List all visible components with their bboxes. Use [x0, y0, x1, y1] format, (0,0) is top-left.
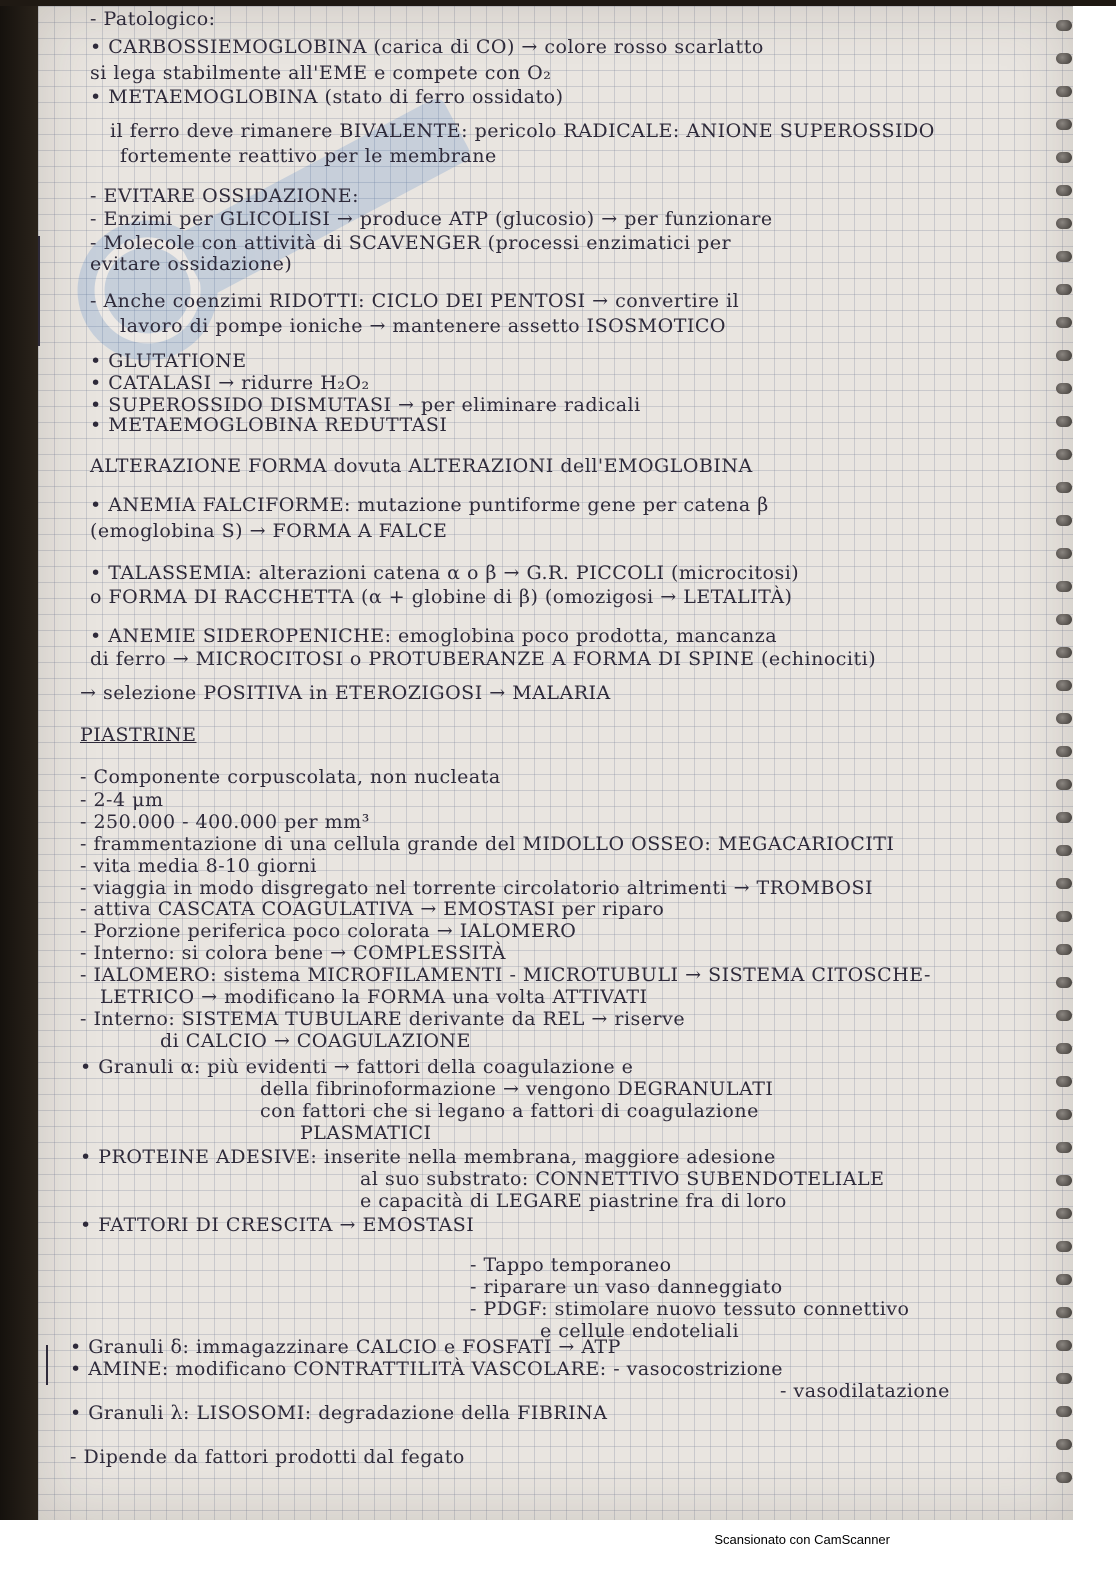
- spiral-ring: [1056, 284, 1072, 295]
- note-line: ALTERAZIONE FORMA dovuta ALTERAZIONI dell'EMOGLOBINA: [90, 455, 753, 477]
- note-line: - IALOMERO: sistema MICROFILAMENTI - MICROTUBULI → SISTEMA CITOSCHE-: [80, 964, 931, 986]
- spiral-ring: [1056, 680, 1072, 691]
- spiral-ring: [1056, 1175, 1072, 1186]
- spiral-ring: [1056, 779, 1072, 790]
- spiral-ring: [1056, 581, 1072, 592]
- note-line: • FATTORI DI CRESCITA → EMOSTASI: [80, 1214, 475, 1236]
- spiral-ring: [1056, 1043, 1072, 1054]
- spiral-ring: [1056, 614, 1072, 625]
- spiral-ring: [1056, 548, 1072, 559]
- spiral-ring: [1056, 152, 1072, 163]
- spiral-ring: [1056, 845, 1072, 856]
- note-line: • PROTEINE ADESIVE: inserite nella membrana, maggiore adesione: [80, 1146, 776, 1168]
- note-line: - Interno: SISTEMA TUBULARE derivante da REL → riserve: [80, 1008, 686, 1030]
- note-line: o FORMA DI RACCHETTA (α + globine di β) (omozigosi → LETALITÀ): [90, 586, 793, 608]
- note-line: con fattori che si legano a fattori di coagulazione: [260, 1100, 759, 1122]
- spiral-ring: [1056, 1307, 1072, 1318]
- spiral-ring: [1056, 1076, 1072, 1087]
- spiral-ring: [1056, 1142, 1072, 1153]
- note-line: - viaggia in modo disgregato nel torrente circolatorio altrimenti → TROMBOSI: [80, 877, 873, 899]
- spiral-ring: [1056, 1010, 1072, 1021]
- spiral-ring: [1056, 812, 1072, 823]
- margin-bracket: [38, 236, 40, 346]
- spiral-ring: [1056, 1109, 1072, 1120]
- spiral-ring: [1056, 977, 1072, 988]
- spiral-ring: [1056, 878, 1072, 889]
- note-line: - Dipende da fattori prodotti dal fegato: [70, 1446, 465, 1468]
- note-line: • Granuli α: più evidenti → fattori della coagulazione e: [80, 1056, 634, 1078]
- note-line: e cellule endoteliali: [540, 1320, 740, 1342]
- note-line: - vasodilatazione: [780, 1380, 950, 1402]
- note-line: → selezione POSITIVA in ETEROZIGOSI → MALARIA: [80, 682, 611, 704]
- note-line: • METAEMOGLOBINA (stato di ferro ossidato): [90, 86, 564, 108]
- spiral-ring: [1056, 1472, 1072, 1483]
- handwritten-notes: [60, 0, 1050, 1510]
- note-line: • ANEMIE SIDEROPENICHE: emoglobina poco prodotta, mancanza: [90, 625, 778, 647]
- spiral-ring: [1056, 218, 1072, 229]
- note-line: - attiva CASCATA COAGULATIVA → EMOSTASI per riparo: [80, 898, 665, 920]
- spiral-ring: [1056, 1208, 1072, 1219]
- note-line: LETRICO → modificano la FORMA una volta ATTIVATI: [100, 986, 648, 1008]
- spiral-ring: [1056, 1274, 1072, 1285]
- note-line: - EVITARE OSSIDAZIONE:: [90, 185, 360, 207]
- note-line: - frammentazione di una cellula grande del MIDOLLO OSSEO: MEGACARIOCITI: [80, 833, 895, 855]
- spiral-ring: [1056, 1439, 1072, 1450]
- note-line: e capacità di LEGARE piastrine fra di loro: [360, 1190, 787, 1212]
- spiral-ring: [1056, 53, 1072, 64]
- spiral-ring: [1056, 515, 1072, 526]
- notebook-spiral: [1052, 20, 1082, 1510]
- spiral-ring: [1056, 1406, 1072, 1417]
- note-line: • CATALASI → ridurre H₂O₂: [90, 372, 370, 394]
- note-line: - PDGF: stimolare nuovo tessuto connettivo: [470, 1298, 910, 1320]
- note-line: lavoro di pompe ioniche → mantenere assetto ISOSMOTICO: [120, 315, 726, 337]
- note-line: - 250.000 - 400.000 per mm³: [80, 811, 370, 833]
- note-line: • GLUTATIONE: [90, 350, 247, 372]
- spiral-ring: [1056, 383, 1072, 394]
- note-line: - Molecole con attività di SCAVENGER (processi enzimatici per: [90, 232, 732, 254]
- note-line: • CARBOSSIEMOGLOBINA (carica di CO) → colore rosso scarlatto: [90, 36, 764, 58]
- note-line: • ANEMIA FALCIFORME: mutazione puntiforme gene per catena β: [90, 494, 769, 516]
- note-line: - 2-4 μm: [80, 789, 164, 811]
- note-line: • SUPEROSSIDO DISMUTASI → per eliminare radicali: [90, 394, 641, 416]
- note-line: • TALASSEMIA: alterazioni catena α o β → G.R. PICCOLI (microcitosi): [90, 562, 800, 584]
- scan-margin-bottom: [0, 1520, 1116, 1579]
- section-title-piastrine: PIASTRINE: [80, 724, 197, 746]
- note-line: - Patologico:: [90, 8, 216, 30]
- spiral-ring: [1056, 449, 1072, 460]
- spiral-ring: [1056, 1241, 1072, 1252]
- note-line: - Interno: si colora bene → COMPLESSITÀ: [80, 942, 506, 964]
- dark-background-left: [0, 0, 38, 1579]
- note-line: PLASMATICI: [300, 1122, 432, 1144]
- spiral-ring: [1056, 20, 1072, 31]
- note-line: al suo substrato: CONNETTIVO SUBENDOTELIALE: [360, 1168, 885, 1190]
- note-line: - Porzione periferica poco colorata → IALOMERO: [80, 920, 577, 942]
- note-line: si lega stabilmente all'EME e compete con O₂: [90, 62, 552, 84]
- note-line: di ferro → MICROCITOSI o PROTUBERANZE A FORMA DI SPINE (echinociti): [90, 648, 877, 670]
- note-line: fortemente reattivo per le membrane: [120, 145, 497, 167]
- spiral-ring: [1056, 1340, 1072, 1351]
- note-line: - riparare un vaso danneggiato: [470, 1276, 783, 1298]
- note-line: • Granuli δ: immagazzinare CALCIO e FOSFATI → ATP: [70, 1336, 621, 1358]
- spiral-ring: [1056, 119, 1072, 130]
- note-line: - Enzimi per GLICOLISI → produce ATP (glucosio) → per funzionare: [90, 208, 773, 230]
- spiral-ring: [1056, 185, 1072, 196]
- spiral-ring: [1056, 944, 1072, 955]
- note-line: • AMINE: modificano CONTRATTILITÀ VASCOLARE: - vasocostrizione: [70, 1358, 784, 1380]
- note-line: - Anche coenzimi RIDOTTI: CICLO DEI PENTOSI → convertire il: [90, 290, 740, 312]
- note-line: • METAEMOGLOBINA REDUTTASI: [90, 414, 448, 436]
- spiral-ring: [1056, 647, 1072, 658]
- spiral-ring: [1056, 251, 1072, 262]
- spiral-ring: [1056, 317, 1072, 328]
- note-line: - Tappo temporaneo: [470, 1254, 672, 1276]
- note-line: il ferro deve rimanere BIVALENTE: pericolo RADICALE: ANIONE SUPEROSSIDO: [110, 120, 935, 142]
- note-line: evitare ossidazione): [90, 253, 293, 275]
- spiral-ring: [1056, 1373, 1072, 1384]
- spiral-ring: [1056, 350, 1072, 361]
- note-line: (emoglobina S) → FORMA A FALCE: [90, 520, 448, 542]
- spiral-ring: [1056, 713, 1072, 724]
- note-line: - Componente corpuscolata, non nucleata: [80, 766, 501, 788]
- spiral-ring: [1056, 911, 1072, 922]
- spiral-ring: [1056, 482, 1072, 493]
- note-line: della fibrinoformazione → vengono DEGRANULATI: [260, 1078, 774, 1100]
- spiral-ring: [1056, 416, 1072, 427]
- margin-bracket: [46, 1345, 48, 1385]
- note-line: - vita media 8-10 giorni: [80, 855, 317, 877]
- note-line: di CALCIO → COAGULAZIONE: [160, 1030, 471, 1052]
- spiral-ring: [1056, 86, 1072, 97]
- note-line: • Granuli λ: LISOSOMI: degradazione della FIBRINA: [70, 1402, 608, 1424]
- spiral-ring: [1056, 746, 1072, 757]
- camscanner-footer: Scansionato con CamScanner: [714, 1532, 890, 1547]
